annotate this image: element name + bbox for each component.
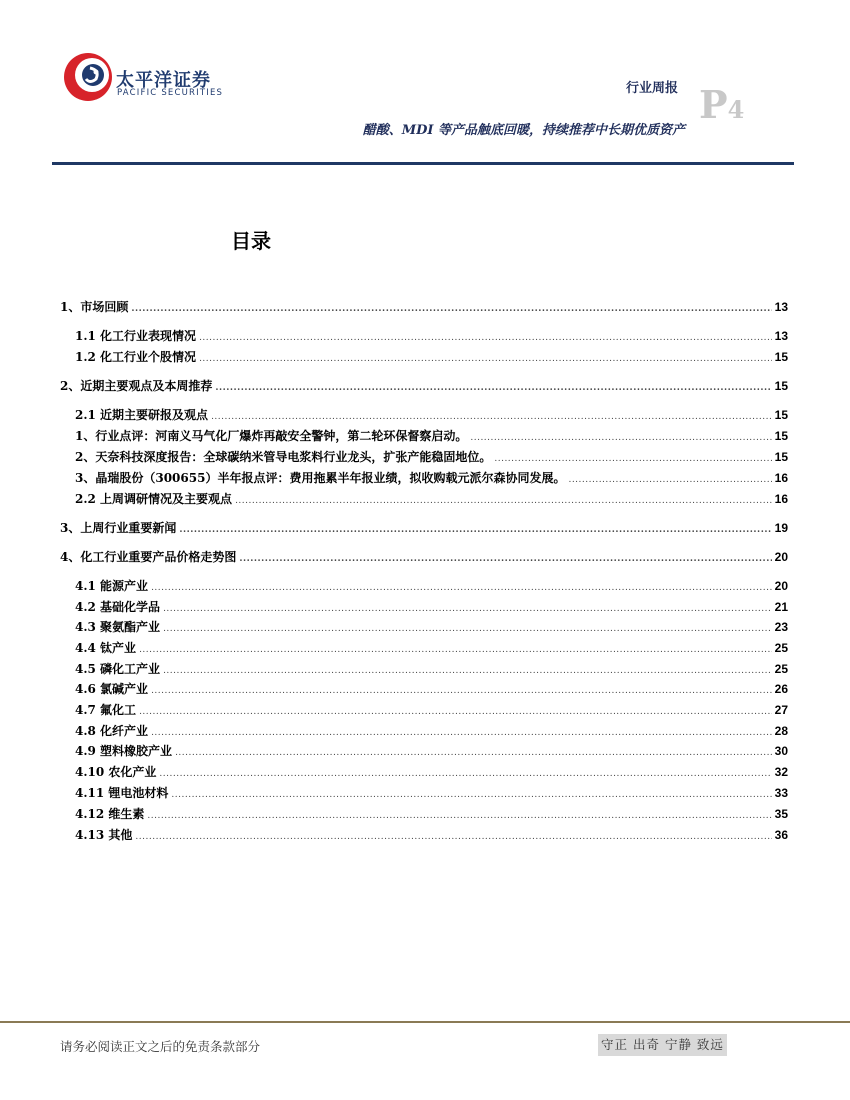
toc-leader <box>175 748 772 758</box>
toc-entry[interactable] <box>75 722 788 739</box>
toc-entry-page: 20 <box>774 579 788 593</box>
toc-entry-page: 30 <box>774 744 788 758</box>
toc-leader <box>199 354 772 364</box>
toc-entry-page: 33 <box>774 786 788 800</box>
toc-entry-page: 15 <box>774 408 788 422</box>
toc-entry-page: 26 <box>774 682 788 696</box>
toc-leader <box>163 624 772 634</box>
toc-entry[interactable] <box>75 639 788 656</box>
toc-entry-label: 4.11 锂电池材料 <box>75 786 169 800</box>
toc-leader <box>235 496 772 506</box>
toc-leader <box>151 583 772 593</box>
toc-leader <box>215 383 771 393</box>
page-number-mark <box>699 82 744 127</box>
toc-entry[interactable] <box>75 701 788 718</box>
toc-entry[interactable] <box>75 469 788 486</box>
toc-entry-page: 19 <box>774 521 788 535</box>
toc-entry-label: 1.2 化工行业个股情况 <box>75 350 197 364</box>
toc-entry-page: 21 <box>774 600 788 614</box>
toc-entry-page: 32 <box>774 765 788 779</box>
toc-entry-label: 2.1 近期主要研报及观点 <box>75 408 209 422</box>
toc-entry-label: 2、天奈科技深度报告：全球碳纳米管导电浆料行业龙头，扩张产能稳固地位。 <box>75 450 492 464</box>
toc-entry-label: 4.12 维生素 <box>75 807 145 821</box>
toc-entry-page: 36 <box>774 828 788 842</box>
toc-entry-label: 4.10 农化产业 <box>75 765 157 779</box>
toc-heading: 目录 <box>231 229 271 253</box>
toc-entry-label: 3、上周行业重要新闻 <box>60 521 177 535</box>
toc-entry[interactable] <box>75 763 788 780</box>
toc-entry[interactable] <box>75 348 788 365</box>
toc-entry-label: 1.1 化工行业表现情况 <box>75 329 197 343</box>
company-logo-mark <box>60 48 120 103</box>
toc-entry-label: 4.1 能源产业 <box>75 579 149 593</box>
footer-motto: 守正 出奇 宁静 致远 <box>598 1034 727 1056</box>
toc-entry-label: 4.7 氟化工 <box>75 703 137 717</box>
report-type: 行业周报 <box>626 81 679 96</box>
toc-entry[interactable] <box>60 548 788 565</box>
toc-entry-label: 1、市场回顾 <box>60 300 129 314</box>
toc-entry[interactable] <box>75 490 788 507</box>
toc-entry[interactable] <box>75 680 788 697</box>
page-prefix: P <box>699 82 728 127</box>
toc-entry-page: 13 <box>774 329 788 343</box>
toc-entry[interactable] <box>75 742 788 759</box>
toc-entry-label: 4、化工行业重要产品价格走势图 <box>60 550 237 564</box>
toc-entry-page: 16 <box>774 471 788 485</box>
toc-entry[interactable] <box>75 577 788 594</box>
toc-leader <box>239 554 771 564</box>
toc-leader <box>131 304 771 314</box>
toc-leader <box>159 769 771 779</box>
toc-entry[interactable] <box>75 826 788 843</box>
header-divider <box>52 162 794 165</box>
toc-entry[interactable] <box>75 618 788 635</box>
report-title: 醋酸、MDI 等产品触底回暖，持续推荐中长期优质资产 <box>362 123 685 138</box>
toc-entry[interactable] <box>75 448 788 465</box>
toc-entry[interactable] <box>75 598 788 615</box>
toc-entry-page: 25 <box>774 641 788 655</box>
toc-leader <box>179 525 771 535</box>
toc-entry-label: 4.9 塑料橡胶产业 <box>75 744 173 758</box>
toc-entry[interactable] <box>75 805 788 822</box>
toc-leader <box>163 604 772 614</box>
logo-chinese-name: 太平洋证券 <box>116 70 211 91</box>
toc-entry[interactable] <box>75 327 788 344</box>
toc-entry-page: 13 <box>774 300 788 314</box>
toc-leader <box>568 475 771 485</box>
toc-entry-label: 4.13 其他 <box>75 828 133 842</box>
toc-entry-label: 4.5 磷化工产业 <box>75 662 161 676</box>
toc-entry-page: 35 <box>774 807 788 821</box>
toc-leader <box>199 333 772 343</box>
toc-entry-label: 1、行业点评：河南义马气化厂爆炸再敲安全警钟，第二轮环保督察启动。 <box>75 429 468 443</box>
toc-entry-label: 4.6 氯碱产业 <box>75 682 149 696</box>
toc-entry[interactable] <box>60 519 788 536</box>
toc-entry-page: 20 <box>774 550 788 564</box>
logo-english-name: PACIFIC SECURITIES <box>117 88 224 98</box>
toc-leader <box>211 412 772 422</box>
toc-entry-page: 15 <box>774 429 788 443</box>
toc-leader <box>139 645 772 655</box>
page-number: 4 <box>727 95 745 124</box>
toc-leader <box>470 433 771 443</box>
toc-entry[interactable] <box>75 784 788 801</box>
toc-leader <box>151 728 772 738</box>
toc-entry-label: 4.2 基础化学品 <box>75 600 161 614</box>
toc-entry-label: 3、晶瑞股份（300655）半年报点评：费用拖累半年报业绩，拟收购载元派尔森协同发展。 <box>75 471 566 485</box>
toc-entry[interactable] <box>75 406 788 423</box>
toc-entry[interactable] <box>75 660 788 677</box>
toc-entry-page: 15 <box>774 379 788 393</box>
toc-entry[interactable] <box>60 298 788 315</box>
toc-entry-label: 2.2 上周调研情况及主要观点 <box>75 492 233 506</box>
toc-entry-page: 16 <box>774 492 788 506</box>
toc-leader <box>139 707 772 717</box>
toc-leader <box>151 686 772 696</box>
toc-entry-page: 15 <box>774 450 788 464</box>
toc-leader <box>147 811 771 821</box>
toc-entry-page: 25 <box>774 662 788 676</box>
toc-entry-label: 2、近期主要观点及本周推荐 <box>60 379 213 393</box>
footer-divider <box>0 1021 850 1023</box>
toc-entry-label: 4.3 聚氨酯产业 <box>75 620 161 634</box>
toc-entry-page: 27 <box>774 703 788 717</box>
toc-leader <box>163 666 772 676</box>
toc-entry-label: 4.8 化纤产业 <box>75 724 149 738</box>
toc-entry-label: 4.4 钛产业 <box>75 641 137 655</box>
footer-disclaimer: 请务必阅读正文之后的免责条款部分 <box>60 1039 261 1054</box>
toc-entry-page: 28 <box>774 724 788 738</box>
toc-leader <box>171 790 771 800</box>
toc-leader <box>135 832 771 842</box>
toc-entry[interactable] <box>60 377 788 394</box>
toc-entry[interactable] <box>75 427 788 444</box>
toc-entry-page: 23 <box>774 620 788 634</box>
toc-leader <box>494 454 771 464</box>
toc-entry-page: 15 <box>774 350 788 364</box>
